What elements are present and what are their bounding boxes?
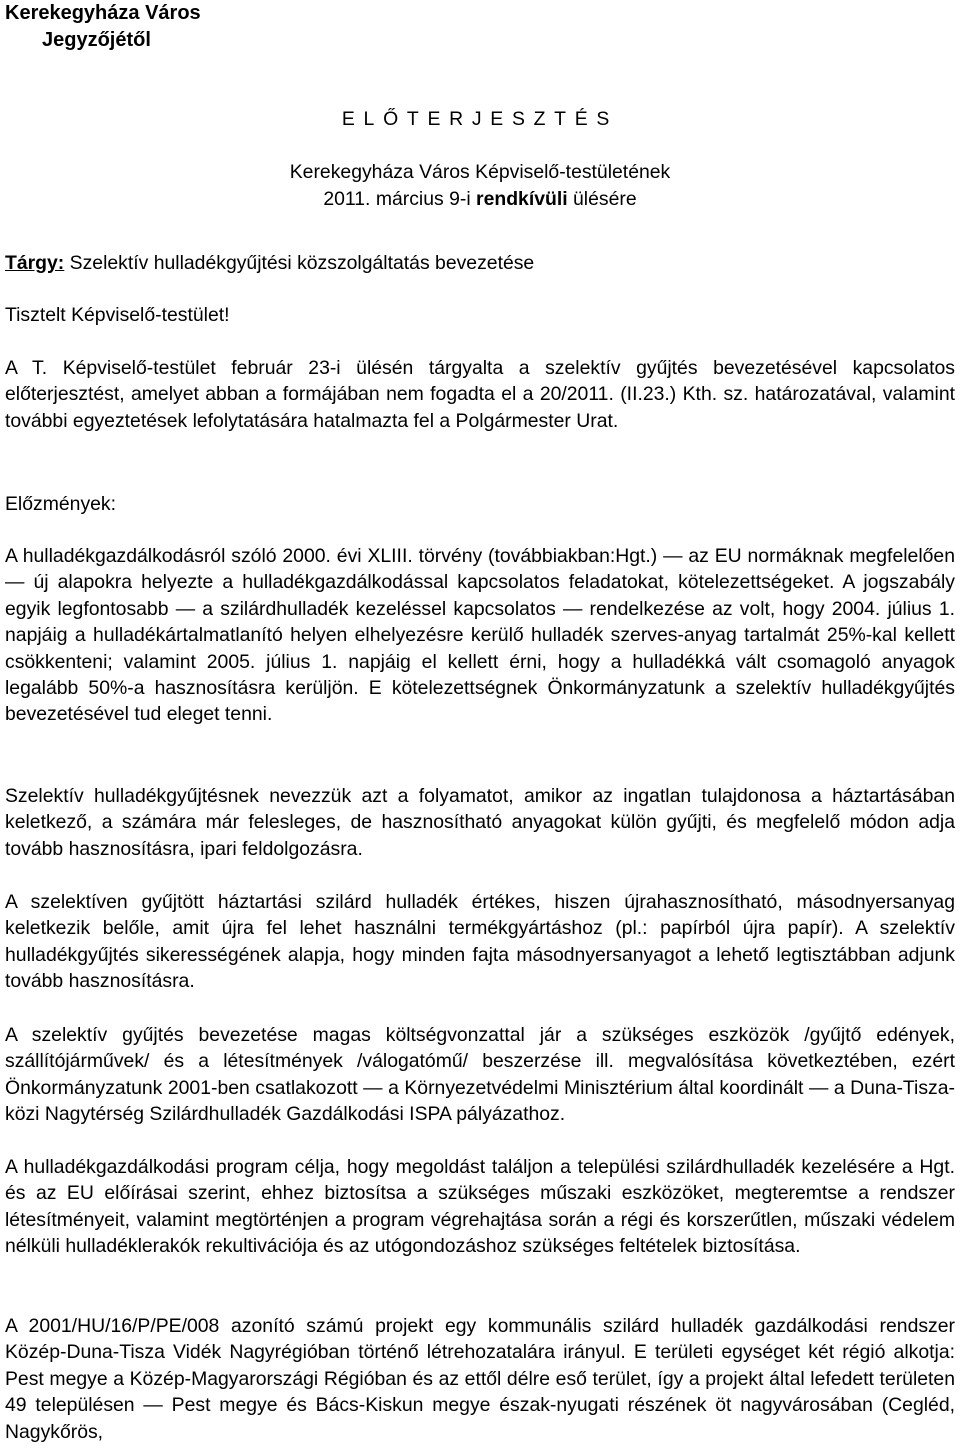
paragraph-4: A szelektív gyűjtés bevezetése magas költségvonzattal jár a szükséges eszközök /gyűjtő edények, szállítójárművek/ és a létesítmények /válogatómű/ beszerzése ill. megvalósítása következtében, ezért Önkormányzatunk 2001-ben csatlakozott — a Környezetvédelmi Minisztérium által koordinált — a Duna-Tisza-közi Nagytérség Szilárdhulladék Gazdálkodási ISPA pályázathoz. bbox=[5, 1024, 955, 1126]
issuer-line-2: Jegyzőjétől bbox=[42, 29, 151, 51]
subject-line bbox=[5, 250, 534, 276]
intro-paragraph: A T. Képviselő-testület február 23-i ülésén tárgyalta a szelektív gyűjtés bevezetésével kapcsolatos előterjesztést, amelyet abban a formájában nem fogadta el a 20/2011. (II.23.) Kth. sz. határozatával, valamint további egyeztetések lefolytatására hatalmazta fel a Polgármester Urat. bbox=[5, 357, 955, 432]
paragraph-6: A 2001/HU/16/P/PE/008 azonító számú projekt egy kommunális szilárd hulladék gazdálkodási rendszer Közép-Duna-Tisza Vidék Nagyrégióban történő létrehozatalára irányul. E területi egységet két régió alkotja: Pest megye a Közép-Magyarországi Régióban és az ettől délre eső terület, így a projekt által lefedett területen 49 településen — Pest megye és Bács-Kiskun megye észak-nyugati részének öt nagyvárosában (Cegléd, Nagykőrös, bbox=[5, 1315, 955, 1443]
paragraph-2: Szelektív hulladékgyűjtésnek nevezzük azt a folyamatot, amikor az ingatlan tulajdonosa a háztartásában keletkező, a számára már felesleges, de hasznosítható anyagokat külön gyűjti, és megfelelő módon adja tovább hasznosításra, ipari feldolgozásra. bbox=[5, 785, 955, 860]
paragraph-5: A hulladékgazdálkodási program célja, hogy megoldást találjon a települési szilárdhulladék kezelésére a Hgt. és az EU előírásai szerint, ehhez biztosítsa a szükséges műszaki eszközöket, megteremtse a rendszer létesítményeit, valamint megtörténjen a program végrehajtása során a régi és korszerűtlen, műszaki védelem nélküli hulladéklerakók rekultivációja és az utógondozáshoz szükséges feltételek biztosítása. bbox=[5, 1156, 955, 1258]
paragraph-1: A hulladékgazdálkodásról szóló 2000. évi XLIII. törvény (továbbiakban:Hgt.) — az EU normáknak megfelelően — új alapokra helyezte a hulladékgazdálkodással kapcsolatos feladatokat, kötelezettségeket. A jogszabály egyik legfontosabb — a szilárdhulladék kezeléssel kapcsolatos — rendelkezése az volt, hogy 2004. július 1. napjáig a hulladékártalmatlanító helyen elhelyezésre kerülő hulladék szerves-anyag tartalmát 25%-kal kellett csökkenteni; valamint 2005. július 1. napjáig el kellett érni, hogy a hulladékká vált csomagoló anyagok legalább 50%-a hasznosításra kerüljön. E kötelezettségnek Önkormányzatunk a szelektív hulladékgyűjtés bevezetésével tud eleget tenni. bbox=[5, 545, 955, 726]
issuer-line-1: Kerekegyháza Város bbox=[5, 2, 201, 24]
addressee-suffix: ülésére bbox=[567, 188, 637, 210]
subject-text: Szelektív hulladékgyűjtési közszolgáltatás bevezetése bbox=[64, 252, 535, 274]
paragraph-3: A szelektíven gyűjtött háztartási szilárd hulladék értékes, hiszen újrahasznosítható, másodnyersanyag keletkezik belőle, amit újra fel lehet használni termékgyártáshoz (pl.: papírból újra papír). A szelektív hulladékgyűjtés sikerességének alapja, hogy minden fajta másodnyersanyagot a lehető legtisztábban adjunk tovább hasznosításra. bbox=[5, 891, 955, 993]
background-heading: Előzmények: bbox=[5, 493, 117, 515]
addressee-line-1: Kerekegyháza Város Képviselő-testületének bbox=[289, 161, 671, 183]
addressee-extraordinary: rendkívüli bbox=[476, 188, 568, 210]
addressee-line-2 bbox=[0, 186, 960, 212]
document-title: ELŐTERJESZTÉS bbox=[341, 108, 619, 130]
addressee-date: 2011. március 9-i bbox=[323, 188, 477, 210]
salutation: Tisztelt Képviselő-testület! bbox=[5, 304, 230, 326]
issuer-block bbox=[5, 0, 201, 54]
subject-label: Tárgy: bbox=[5, 252, 65, 274]
